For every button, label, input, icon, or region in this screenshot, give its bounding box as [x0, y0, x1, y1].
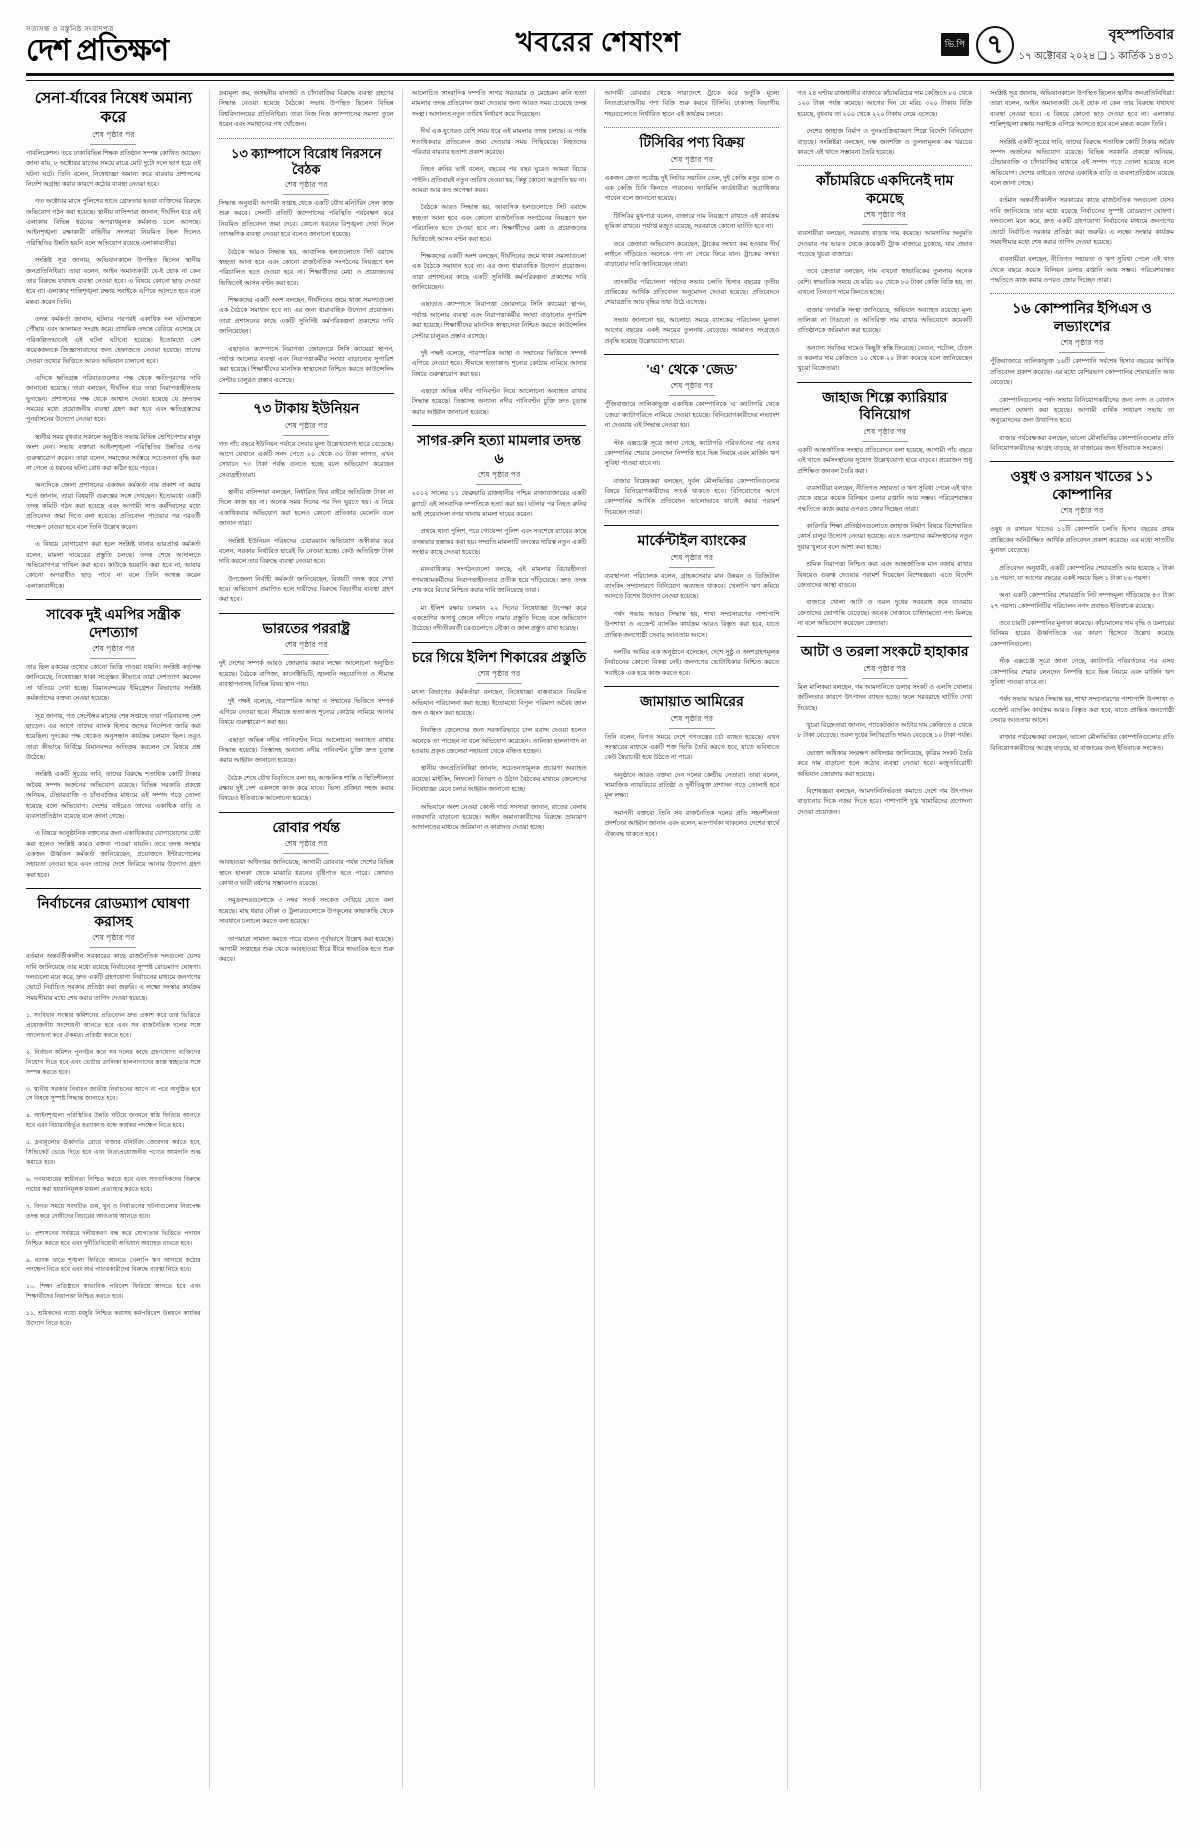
article-paragraph: ব্যাংকটির পরিচালনা পর্ষদের সভায় চলতি হিসাব বছরের তৃতীয় প্রান্তিকের আর্থিক প্রতিবেদন অনুমোদন দেওয়া হয়েছে। প্রতিবেদনে শেয়ারপ্রতি আয় বৃদ্ধির তথ্য উঠে এসেছে।: [604, 278, 780, 307]
list-item: ৬. গণমাধ্যমের স্বাধীনতা নিশ্চিত করতে হবে এবং সাংবাদিকদের বিরুদ্ধে দায়ের করা হয়রানিমূলক মামলা প্রত্যাহার করতে হবে।: [26, 1175, 201, 1193]
article-paragraph: অন্যদিকে জেলা প্রশাসনের একজন কর্মকর্তা নাম প্রকাশ না করার শর্তে জানান, তারা বিষয়টি গুরুত্বের সঙ্গে দেখছেন। ইতোমধ্যে একটি তদন্ত কমিটি গঠন করা হয়েছে এবং আগামী সাত কর্মদিবসের মধ্যে প্রতিবেদন জমা দিতে বলা হয়েছে। প্রতিবেদন পাওয়ার পর পরবর্তী পদক্ষেপ নেওয়া হবে বলে তিনি উল্লেখ করেন।: [26, 482, 201, 531]
article-paragraph: স্থানীয় সময় বুধবার সকালে অনুষ্ঠিত সভায় বিভিন্ন শ্রেণিপেশার মানুষ অংশ নেন। সভায় বক্তারা আইনশৃঙ্খলা পরিস্থিতির উন্নতির ওপর গুরুত্বারোপ করেন। তারা বলেন, সমাজের সর্বস্তরে সচেতনতা বৃদ্ধি করা না গেলে এ ধরনের ঘটনা রোধ করা কঠিন হয়ে পড়বে।: [26, 433, 201, 472]
article-paragraph: দুই পক্ষই বলেছে, পারস্পরিক আস্থা ও সম্মানের ভিত্তিতে সম্পর্ক এগিয়ে নেওয়া হবে। সীমান্তে হত্যাকাণ্ড শূন্যের কোঠায় নামিয়ে আনার বিষয়ে গুরুত্বারোপ করা হয়।: [411, 349, 587, 378]
article-separator: [604, 127, 779, 128]
list-item: ৩. স্থানীয় সরকার নির্বাচন জাতীয় নির্বাচনের আগে না পরে অনুষ্ঠিত হবে সে বিষয়ে সুস্পষ্ট সিদ্ধান্ত জানাতে হবে।: [26, 1085, 201, 1103]
dateline: [1014, 23, 1174, 66]
article-byline: শেষ পৃষ্ঠার পর: [604, 714, 779, 729]
article-paragraph: মা ইলিশ রক্ষায় চলমান ২২ দিনের নিষেধাজ্ঞা উপেক্ষা করে একশ্রেণির অসাধু জেলে নদীতে নামার প্রস্তুতি নিচ্ছে বলে অভিযোগ উঠেছে। নদীতীরবর্তী চরগুলোতে নৌকা ও জাল প্রস্তুত রাখা হয়েছে।: [411, 604, 587, 633]
article-headline: ১৩ ক্যাম্পাসে বিরোধ নিরসনে বৈঠক: [230, 145, 382, 177]
article-byline: শেষ পৃষ্ঠার পর: [604, 381, 779, 396]
article-paragraph: ব্যবস্থাপনা পরিচালক বলেন, গ্রাহকসেবার মান উন্নয়ন ও ডিজিটাল ব্যাংকিং সম্প্রসারণে বিনিয়োগ অব্যাহত থাকবে। খেলাপি ঋণ কমিয়ে আনতে বিশেষ উদ্যোগ নেওয়া হয়েছে।: [604, 572, 780, 601]
article-paragraph: সংশ্লিষ্ট ইউনিয়ন পরিষদের চেয়ারম্যান অভিযোগ অস্বীকার করে বলেন, সরকার নির্ধারিত হারেই ফি নেওয়া হচ্ছে। কেউ অতিরিক্ত টাকা দাবি করলে তার বিরুদ্ধে ব্যবস্থা নেওয়া হবে।: [218, 537, 394, 566]
article-byline: শেষ পৃষ্ঠার পর: [219, 640, 394, 655]
article-paragraph: দেশের জাহাজ নির্মাণ ও পুনঃপ্রক্রিয়াকরণ শিল্পে বিদেশি বিনিয়োগ বাড়ছে। সংশ্লিষ্টরা বলছেন, দক্ষ জনশক্তি ও তুলনামূলক কম খরচের কারণে এই খাতে সম্ভাবনা তৈরি হয়েছে।: [797, 128, 973, 156]
article-separator: [797, 165, 972, 166]
article-paragraph: তিনি বলেন, বিগত সময়ে দেশে গণতন্ত্রের চর্চা ব্যাহত হয়েছে। এখন সংস্কারের মাধ্যমে একটি শক্ত ভিত্তি তৈরি করতে হবে, যাতে ভবিষ্যতে কেউ স্বৈরাচারী হয়ে উঠতে না পারে।: [604, 733, 780, 762]
article-paragraph: দুই পক্ষই বলেছে, পারস্পরিক আস্থা ও সম্মানের ভিত্তিতে সম্পর্ক এগিয়ে নেওয়া হবে। সীমান্তে হত্যাকাণ্ড শূন্যের কোঠায় নামিয়ে আনার বিষয়ে গুরুত্বারোপ করা হয়।: [218, 698, 394, 727]
article-headline: চরে গিয়ে ইলিশ শিকারের প্রস্তুতি: [412, 650, 587, 666]
article-paragraph: ব্যবসায়ীরা বলছেন, সরবরাহ বাড়ায় দাম কমেছে। আমদানির অনুমতি দেওয়ার পর ভারত থেকে কয়েকটি ট্রাক বাজারে ঢুকেছে, যার প্রভাব পড়েছে খুচরা বাজারে।: [797, 230, 973, 258]
article-headline: ৭৩ টাকায় ইউনিয়ন: [253, 402, 360, 417]
article-paragraph: দীর্ঘ এক যুগেরও বেশি সময় ধরে এই মামলার তদন্ত চলছে। এ পর্যন্ত শতাধিকবার প্রতিবেদন জমা দেওয়ার সময় পিছিয়েছে। নিহতদের পরিবার বারবার হতাশা প্রকাশ করেছে।: [411, 128, 587, 156]
article-paragraph: ব্যবসায়ীরা বলছেন, নীতিগত সহায়তা ও ঋণ সুবিধা পেলে এই খাত থেকে বছরে কয়েক বিলিয়ন ডলার রপ্তানি আয় সম্ভব। পরিবেশবান্ধব পদ্ধতিতে কাজ করার ওপরও জোর দিচ্ছেন তারা।: [990, 256, 1174, 284]
article-paragraph: শ্রমিক নিরাপত্তা নিশ্চিত করা এবং আন্তর্জাতিক মান বজায় রাখার বিষয়েও গুরুত্ব দেওয়ার পরামর্শ দিয়েছেন বিশেষজ্ঞরা। এতে বিদেশি ক্রেতাদের আস্থা বাড়বে।: [797, 561, 973, 589]
article-paragraph: সংশ্লিষ্ট সূত্র জানায়, অভিযানকালে উপস্থিত ছিলেন স্থানীয় জনপ্রতিনিধিরা। তারা বলেন, আইন অমান্যকারী যে-ই হোক না কেন তার বিরুদ্ধে যথাযথ ব্যবস্থা নেওয়া হবে। এ বিষয়ে কোনো ছাড় দেওয়া হবে না। এলাকার শান্তিশৃঙ্খলা রক্ষায় সবাইকে এগিয়ে আসতে হবে বলে মন্তব্য করেন তিনি।: [990, 90, 1174, 129]
article-paragraph: গত ২৪ ঘণ্টায় রাজধানীর বাজারে কাঁচামরিচের দাম কেজিতে ৮০ থেকে ১২০ টাকা পর্যন্ত কমেছে। আগের দিন যে মরিচ ৩২০ টাকায় বিক্রি হয়েছে, বুধবার তা ২০০ থেকে ২২০ টাকায় নেমে এসেছে।: [797, 90, 973, 118]
article-paragraph: সমুদ্রবন্দরগুলোকে ৩ নম্বর সতর্ক সংকেত দেখিয়ে যেতে বলা হয়েছে। মাছ ধরার নৌকা ও ট্রলারগুলোকে উপকূলের কাছাকাছি থেকে সাবধানে চলাচল করতে বলা হয়েছে।: [218, 897, 394, 926]
article-paragraph: বাজার পর্যবেক্ষকরা বলছেন, ভালো মৌলভিত্তির কোম্পানিগুলোর প্রতি বিনিয়োগকারীদের আগ্রহ বাড়ছে, যা বাজারের জন্য ইতিবাচক সংকেত।: [990, 734, 1174, 752]
article-headline: রোবার পর্যন্ত: [272, 820, 341, 836]
column-3: [412, 89, 596, 1789]
article-paragraph: পর্ষদ সভায় আরও সিদ্ধান্ত হয়, শাখা সম্প্রসারণের পাশাপাশি উপশাখা ও এজেন্ট ব্যাংকিং কার্যক্রম আরও বিস্তৃত করা হবে, যাতে প্রান্তিক জনগোষ্ঠী সেবার আওতায় আসে।: [604, 610, 780, 639]
article-paragraph: খুচরা বিক্রেতারা জানান, প্যাকেটজাত আটার দাম কেজিতে ৫ থেকে ৮ টাকা বেড়েছে। তরল দুধের লিটারপ্রতি দামও বেড়েছে ১০ টাকা পর্যন্ত।: [797, 722, 973, 740]
masthead: [26, 22, 1174, 76]
article-paragraph: স্থানীয় বাসিন্দারা বলছেন, নির্ধারিত ফির বাইরে অতিরিক্ত টাকা না দিলে কাজ হয় না। অনেক সময় দিনের পর দিন ঘুরতে হয়। এ নিয়ে একাধিকবার অভিযোগ করা হলেও কোনো প্রতিকার মেলেনি বলে জানান তারা।: [218, 489, 394, 528]
article-paragraph: শিক্ষকদের একটি অংশ বলছেন, দীর্ঘদিনের জমে থাকা সমস্যাগুলো এক বৈঠকে সমাধান হবে না। এর জন্য ধারাবাহিক উদ্যোগ প্রয়োজন। তারা প্রশাসনের কাছে একটি সুনির্দিষ্ট কর্মপরিকল্পনা প্রকাশের দাবি জানিয়েছেন।: [218, 297, 394, 336]
article-paragraph: বাজার বিশ্লেষকরা বলছেন, দুর্বল মৌলভিত্তির কোম্পানিগুলোর বিষয়ে বিনিয়োগকারীদের সতর্ক থাকতে হবে। বিনিয়োগের আগে কোম্পানির আর্থিক প্রতিবেদন ভালোভাবে যাচাই করার পরামর্শ দিয়েছেন তারা।: [604, 477, 780, 516]
article-paragraph: তাপমাত্রা সামান্য কমতে পারে বলেও পূর্বাভাসে উল্লেখ করা হয়েছে। আগামী সপ্তাহের শুরু থেকে আবহাওয়া ধীরে ধীরে স্বাভাবিক হতে শুরু করবে।: [218, 935, 394, 964]
article-paragraph: বাজার পর্যবেক্ষকরা বলছেন, ভালো মৌলভিত্তির কোম্পানিগুলোর প্রতি বিনিয়োগকারীদের আগ্রহ বাড়ছে, যা বাজারের জন্য ইতিবাচক সংকেত।: [990, 434, 1174, 452]
article-paragraph: বৈঠক শেষে যৌথ বিবৃতিতে বলা হয়, আঞ্চলিক শান্তি ও স্থিতিশীলতা রক্ষায় দুই দেশ একসঙ্গে কাজ করে যাবে। ভিসা প্রক্রিয়া সহজ করার বিষয়েও ইতিবাচক আলোচনা হয়েছে।: [218, 774, 394, 803]
article-byline: শেষ পৃষ্ঠার পর: [604, 553, 779, 568]
article-paragraph: প্রতিবেদন অনুযায়ী, একটি কোম্পানির শেয়ারপ্রতি আয় হয়েছে ২ টাকা ১৪ পয়সা, যা আগের বছরের একই সময়ে ছিল ১ টাকা ৮৬ পয়সা।: [990, 564, 1174, 582]
article-paragraph: পুঁজিবাজারে তালিকাভুক্ত একাধিক কোম্পানিকে 'এ' ক্যাটাগরি থেকে 'জেড' ক্যাটাগরিতে নামিয়ে দেওয়া হয়েছে। বিনিয়োগকারীদের লভ্যাংশ না দেওয়ায় এই সিদ্ধান্ত নেওয়া হয়।: [604, 401, 780, 430]
article-headline: জাহাজ শিল্পে ক্যারিয়ার বিনিয়োগ: [822, 390, 948, 424]
article-byline: শেষ পৃষ্ঠার পর: [219, 839, 394, 854]
logo-title: দেশ প্রতিক্ষণ: [26, 34, 169, 67]
article-paragraph: বিশেষজ্ঞরা বলছেন, আমদানিনির্ভরতা কমাতে দেশে গম উৎপাদন বাড়ানোর দিকে নজর দিতে হবে। পাশাপাশি দুগ্ধ খামারিদের প্রণোদনা দেওয়া প্রয়োজন।: [797, 787, 973, 816]
article-headline: মার্কেন্টাইল ব্যাংকের: [637, 534, 747, 550]
article-separator: [26, 888, 201, 889]
column-1: [26, 89, 210, 1789]
article-paragraph: পর্ষদ সভায় আরও সিদ্ধান্ত হয়, শাখা সম্প্রসারণের পাশাপাশি উপশাখা ও এজেন্ট ব্যাংকিং কার্যক্রম আরও বিস্তৃত করা হবে, যাতে প্রান্তিক জনগোষ্ঠী সেবার আওতায় আসে।: [990, 696, 1174, 724]
article-paragraph: কারিগরি শিক্ষা প্রতিষ্ঠানগুলোতে জাহাজ নির্মাণ বিষয়ে বিশেষায়িত কোর্স চালুর উদ্যোগ নেওয়া হয়েছে। এতে তরুণদের কর্মসংস্থানের নতুন দুয়ার খুলবে বলে আশা করা হচ্ছে।: [797, 523, 973, 551]
article-paragraph: সভায় জানানো হয়, আলোচ্য সময়ে ব্যাংকের পরিচালন মুনাফা আগের বছরের একই সময়ের তুলনায় বেড়েছে। আমানত সংগ্রহেও প্রবৃদ্ধি হয়েছে উল্লেখযোগ্য হারে।: [604, 316, 780, 345]
list-item: ১০. শিক্ষা প্রতিষ্ঠানে স্বাভাবিক পরিবেশ ফিরিয়ে আনতে হবে এবং শিক্ষার্থীদের নিরাপত্তা নিশ্চিত করতে হবে।: [26, 1283, 201, 1301]
article-paragraph: একজন ক্রেতা সর্বোচ্চ দুই লিটার সয়াবিন তেল, দুই কেজি মসুর ডাল ও এক কেজি চিনি কিনতে পারবেন। ফ্যামিলি কার্ডধারীরা অগ্রাধিকার পাবেন বলে জানানো হয়েছে।: [604, 174, 780, 203]
article-paragraph: কোম্পানিগুলোর পর্ষদ সভায় বিনিয়োগকারীদের জন্য নগদ ও বোনাস লভ্যাংশ ঘোষণা করা হয়েছে। আগামী বার্ষিক সাধারণ সভায় তা অনুমোদনের জন্য উত্থাপিত হবে।: [990, 396, 1174, 425]
dateline-date: ১৭ অক্টোবর ২০২৪ ❑ ১ কার্তিক ১৪৩১: [1018, 51, 1174, 62]
article-paragraph: দলটির আমির এক অনুষ্ঠানে বলেছেন, দেশে সুষ্ঠু ও অংশগ্রহণমূলক নির্বাচনের কোনো বিকল্প নেই। জনগণের ভোটাধিকার নিশ্চিত করতে সবাইকে এক হয়ে কাজ করতে হবে।: [604, 648, 780, 677]
article-headline: ওষুধ ও রসায়ন খাতের ১১ কোম্পানির: [1010, 470, 1154, 503]
article-headline: 'এ' থেকে 'জেড': [645, 362, 738, 378]
article-headline: ভারতের পররাষ্ট্র: [262, 621, 350, 637]
article-byline: শেষ পৃষ্ঠার পর: [412, 470, 587, 485]
logo-tagline: সত্যসন্ধ ও বস্তুনিষ্ঠ সংবাদপত্র: [26, 25, 114, 33]
article-separator: [990, 293, 1174, 294]
article-headline: টিসিবির পণ্য বিক্রয়: [639, 136, 745, 152]
badge-label: ভি.পি: [941, 33, 969, 57]
list-item: ৭. বিগত সময়ে সংঘটিত গুম, খুন ও নির্যাতনের ঘটনাগুলোর নিরপেক্ষ তদন্ত করে দোষীদের বিচারের আওতায় আনতে হবে।: [26, 1202, 201, 1220]
article-separator: [604, 686, 779, 687]
page-badge: [941, 26, 1014, 64]
article-headline: সাবেক দুই এমপির সন্ত্রীক দেশত্যাগ: [46, 608, 181, 641]
article-headline: ১৬ কোম্পানির ইপিএস ও লভ্যাংশের: [1012, 302, 1152, 335]
dateline-day: বৃহস্পতিবার: [1108, 28, 1174, 43]
article-paragraph: এ বিষয়ে যোগাযোগ করা হলে সংশ্লিষ্ট থানার ভারপ্রাপ্ত কর্মকর্তা বলেন, মামলা দায়েরের প্রস্তুতি চলছে। তদন্ত শেষে আদালতে অভিযোগপত্র দাখিল করা হবে। কাউকে হয়রানি করা হবে না, আবার কোনো অপরাধীও ছাড় পাবে না বলে তিনি আশ্বস্ত করেন এলাকাবাসীকে।: [26, 541, 201, 590]
article-paragraph: এ বিষয়ে আনুষ্ঠানিক বক্তব্যের জন্য একাধিকবার যোগাযোগের চেষ্টা করা হলেও সংশ্লিষ্ট কারও বক্তব্য পাওয়া যায়নি। তবে তদন্ত সংস্থার একজন ঊর্ধ্বতন কর্মকর্তা জানিয়েছেন, প্রয়োজনে ইন্টারপোলের সহায়তা নেওয়া হবে এবং তাদের দেশে ফিরিয়ে আনার উদ্যোগ গ্রহণ করা হবে।: [26, 830, 201, 879]
article-separator: [604, 525, 779, 526]
article-paragraph: তার ছিল রকমের তথ্যের কোনো ভিত্তি পাওয়া যায়নি। সংশ্লিষ্ট কর্তৃপক্ষ জানিয়েছে, নিষেধাজ্ঞা থাকা সত্ত্বেও কীভাবে তারা দেশত্যাগ করলেন তা খতিয়ে দেখা হচ্ছে। বিমানবন্দরের ইমিগ্রেশন বিভাগের সংশ্লিষ্ট কর্মকর্তাদের বক্তব্য নেওয়া হয়েছে।: [26, 664, 201, 703]
article-paragraph: এছাড়া অভিন্ন নদীর পানিবণ্টন নিয়ে আলোচনা অব্যাহত রাখার সিদ্ধান্ত হয়েছে। তিস্তাসহ অন্যান্য নদীর পানিবণ্টন চুক্তি দ্রুত চূড়ান্ত করার আহ্বান জানানো হয়েছে।: [411, 388, 587, 416]
article-byline: শেষ পৃষ্ঠার পর: [797, 427, 972, 442]
article-byline: শেষ পৃষ্ঠার পর: [797, 210, 972, 225]
article-paragraph: এদিকে ক্ষতিগ্রস্ত পরিবারগুলোর পক্ষ থেকে ক্ষতিপূরণের দাবি জানানো হয়েছে। তারা বলছেন, দীর্ঘদিন ধরে তারা নিরাপত্তাহীনতায় ভুগছেন। প্রশাসনের পক্ষ থেকে আশ্বাস দেওয়া হয়েছে যে দ্রুততম সময়ের মধ্যে প্রয়োজনীয় ব্যবস্থা গ্রহণ করা হবে এবং ক্ষতিগ্রস্তদের পুনর্বাসনের উদ্যোগ নেওয়া হবে।: [26, 374, 201, 424]
article-byline: শেষ পৃষ্ঠার পর: [219, 180, 394, 195]
article-paragraph: এছাড়াও ক্যাম্পাসে নিরাপত্তা জোরদারে সিসি ক্যামেরা স্থাপন, পর্যাপ্ত আলোর ব্যবস্থা এবং নিরাপত্তাকর্মীর সংখ্যা বাড়ানোর সুপারিশ করা হয়েছে। শিক্ষার্থীদের মানসিক স্বাস্থ্যসেবা নিশ্চিত করতে কাউন্সেলিং সেন্টার চালুরও প্রস্তাব এসেছে।: [218, 345, 394, 384]
list-item: ৫. দ্রব্যমূল্যের ঊর্ধ্বগতি রোধে বাজার মনিটরিং জোরদার করতে হবে, সিন্ডিকেট ভেঙে দিতে হবে এবং নিত্যপ্রয়োজনীয় পণ্যের আমদানি শুল্ক কমাতে হবে।: [26, 1139, 201, 1167]
article-paragraph: সূত্র জানায়, গত সেপ্টেম্বর মাসের শেষ সপ্তাহে তারা পরিবারসহ দেশ ছাড়েন। এর আগে তাদের ব্যাংক হিসাব জব্দের নির্দেশনা জারি করা হয়েছিল। দুদকের পক্ষ থেকেও অনুসন্ধান কার্যক্রম চলমান ছিল। তবুও তারা কীভাবে নির্বিঘ্নে বিমানবন্দর অতিক্রম করলেন সে বিষয়ে প্রশ্ন উঠেছে।: [26, 712, 201, 761]
article-paragraph: নিবন্ধিত জেলেদের জন্য সরকারিভাবে চাল বরাদ্দ দেওয়া হলেও অনেকে তা পাচ্ছেন না বলে অভিযোগ করেছেন। তালিকা হালনাগাদ না হওয়ায় প্রকৃত জেলেরা সহায়তা থেকে বঞ্চিত হচ্ছেন।: [411, 727, 587, 755]
article-paragraph: মৎস্য বিভাগের কর্মকর্তারা বলছেন, নিষেধাজ্ঞা বাস্তবায়নে নিয়মিত অভিযান পরিচালনা করা হচ্ছে। ইতোমধ্যে বিপুল পরিমাণ অবৈধ জাল জব্দ ও ধ্বংস করা হয়েছে।: [411, 689, 587, 717]
article-paragraph: আলোচিত সাংবাদিক দম্পতি সাগর সরওয়ার ও মেহেরুন রুনি হত্যা মামলার তদন্ত প্রতিবেদন জমা দেওয়ার জন্য আরও সময় চেয়েছে তদন্ত সংস্থা। আদালত নতুন তারিখ নির্ধারণ করে দিয়েছেন।: [411, 90, 587, 118]
article-paragraph: তবে চারটি কোম্পানির মুনাফা কমেছে। কাঁচামালের দাম বৃদ্ধি ও ডলারের বিনিময় হারের ঊর্ধ্বগতিকে এর কারণ হিসেবে উল্লেখ করেছে কোম্পানিগুলো।: [990, 620, 1174, 648]
page-number: ৭: [976, 26, 1014, 64]
article-paragraph: আবহাওয়া অধিদপ্তর জানিয়েছে, আগামী রোববার পর্যন্ত দেশের বিভিন্ন স্থানে হালকা থেকে মাঝারি ধরনের বৃষ্টিপাত হতে পারে। কোথাও কোথাও ভারী বর্ষণের সম্ভাবনাও রয়েছে।: [218, 859, 394, 887]
article-paragraph: বৈঠকে আরও সিদ্ধান্ত হয়, আবাসিক হলগুলোতে সিট বরাদ্দে স্বচ্ছতা আনা হবে এবং কোনো রাজনৈতিক সংগঠনের নিয়ন্ত্রণে হল পরিচালিত হতে দেওয়া হবে না। শিক্ষার্থীদের মেধা ও প্রয়োজনের ভিত্তিতেই আসন বণ্টন করা হবে।: [411, 204, 587, 243]
article-paragraph: পুঁজিবাজারে তালিকাভুক্ত ১৬টি কোম্পানি সর্বশেষ হিসাব বছরের আর্থিক প্রতিবেদন প্রকাশ করেছে। এর মধ্যে বেশিরভাগ কোম্পানির শেয়ারপ্রতি আয় বেড়েছে।: [990, 358, 1174, 387]
article-paragraph: দুই দেশের সম্পর্ক আরও জোরদার করার লক্ষ্যে আলোচনা অনুষ্ঠিত হয়েছে। বৈঠকে বাণিজ্য, কানেক্টিভিটি, জ্বালানি সহযোগিতা ও সীমান্ত ব্যবস্থাপনাসহ বিভিন্ন বিষয় স্থান পায়।: [218, 660, 394, 688]
article-paragraph: ২০১২ সালের ১১ ফেব্রুয়ারি রাজধানীর পশ্চিম রাজাবাজারের একটি ফ্ল্যাটে এই সাংবাদিক দম্পতিকে হত্যা করা হয়। ঘটনার পর নিহত রুনির ভাই শেরেবাংলা নগর থানায় মামলা দায়ের করেন।: [411, 490, 587, 518]
article-separator: [219, 138, 394, 139]
article-paragraph: অন্য একটি কোম্পানির শেয়ারপ্রতি নিট সম্পদমূল্য দাঁড়িয়েছে ৪৩ টাকা ২৭ পয়সা। কোম্পানিটির পরিচালন নগদ প্রবাহও ইতিবাচক রয়েছে।: [990, 592, 1174, 610]
article-headline: নির্বাচনের রোডম্যাপ ঘোষণা করাসহ: [37, 897, 190, 930]
article-paragraph: সংশ্লিষ্ট একটি সূত্রের দাবি, তাদের বিরুদ্ধে শতাধিক কোটি টাকার অবৈধ সম্পদ অর্জনের অভিযোগ রয়েছে। বিভিন্ন সরকারি প্রকল্পে অনিয়ম, টেন্ডারবাজি ও চাঁদাবাজির মাধ্যমে এই সম্পদ গড়ে তোলা হয়েছে বলে অভিযোগ। দেশের বাইরেও তাদের একাধিক বাড়ি ও ব্যবসাপ্রতিষ্ঠান রয়েছে বলে জানা গেছে।: [990, 138, 1174, 187]
article-paragraph: অভিযানে অংশ নেওয়া কোস্ট গার্ড সদস্যরা জানান, রাতের বেলায় নজরদারি বাড়ানো হয়েছে। আইন অমান্যকারীদের বিরুদ্ধে ভ্রাম্যমাণ আদালতের মাধ্যমে জরিমানা ও কারাদণ্ড দেওয়া হচ্ছে।: [411, 803, 587, 832]
article-paragraph: সমাপনী বক্তব্যে তিনি সব রাজনৈতিক দলের প্রতি সহনশীলতা প্রদর্শনের আহ্বান জানান এবং বলেন, মতপার্থক্য থাকলেও দেশের স্বার্থে ঐক্যবদ্ধ থাকতে হবে।: [604, 809, 780, 838]
article-paragraph: বাজারে খোলা আটা ও তরল দুধের সরবরাহ কমে যাওয়ায় ক্রেতাদের ভোগান্তি বেড়েছে। অনেক দোকানে চাহিদামতো পণ্য মিলছে না বলে অভিযোগ করেছেন ক্রেতারা।: [797, 599, 973, 627]
article-byline: শেষ পৃষ্ঠার পর: [26, 644, 201, 659]
article-paragraph: স্টক এক্সচেঞ্জ সূত্রে জানা গেছে, ক্যাটাগরি পরিবর্তনের পর এসব কোম্পানির শেয়ার লেনদেন নিষ্পত্তি হবে ভিন্ন নিয়মে এবং মার্জিন ঋণ সুবিধা পাওয়া যাবে না।: [604, 439, 780, 468]
article-paragraph: বর্তমান অন্তর্বর্তীকালীন সরকারের কাছে রাজনৈতিক দলগুলো যেসব দাবি জানিয়েছে তার মধ্যে রয়েছে নির্বাচনের সুস্পষ্ট রোডম্যাপ ঘোষণা। দলগুলো মনে করে, দ্রুত একটি গ্রহণযোগ্য নির্বাচনের মাধ্যমে জনগণের ভোটে নির্বাচিত সরকার প্রতিষ্ঠা করা জরুরি। এ লক্ষ্যে সংস্কার কার্যক্রম সময়সীমার মধ্যে শেষ করার তাগিদ দেওয়া হয়েছে।: [990, 197, 1174, 246]
article-paragraph: একটি আন্তর্জাতিক সংস্থার প্রতিবেদনে বলা হয়েছে, আগামী পাঁচ বছরে এই খাতে কর্মসংস্থানের সুযোগ উল্লেখযোগ্য হারে বাড়বে। প্রয়োজন শুধু প্রশিক্ষিত জনবল তৈরি করা।: [797, 446, 973, 475]
article-paragraph: গত পাঁচ বছরে ইউনিয়ন পর্যায়ে সেবার মূল্য উল্লেখযোগ্য হারে বেড়েছে। আগে যেখানে একটি সনদ পেতে ২০ থেকে ৩০ টাকা লাগত, এখন সেখানে ৭৩ টাকা পর্যন্ত গুনতে হচ্ছে বলে অভিযোগ করেছেন সেবাগ্রহীতারা।: [218, 440, 394, 479]
article-separator: [412, 642, 587, 643]
article-byline: শেষ পৃষ্ঠার পর: [26, 130, 201, 145]
article-byline: শেষ পৃষ্ঠার পর: [797, 664, 972, 679]
column-6: [990, 89, 1174, 1789]
article-separator: [797, 382, 972, 383]
article-headline: সেনা-র্যাবের নিষেধ অমান্য করে: [34, 90, 193, 127]
header-rule: [26, 80, 1174, 81]
article-headline: কাঁচামরিচে একদিনেই দাম কমেছে: [816, 174, 954, 207]
list-item: ২. নির্বাচন কমিশন পুনর্গঠন করে সব দলের কাছে গ্রহণযোগ্য ব্যক্তিদের নিয়োগ দিতে হবে এবং ভোটার তালিকা হালনাগাদের কাজ স্বচ্ছতার সঙ্গে সম্পন্ন করতে হবে।: [26, 1048, 201, 1076]
article-separator: [219, 613, 394, 614]
article-separator: [219, 812, 394, 813]
article-paragraph: সংশ্লিষ্ট সূত্র জানায়, অভিযানকালে উপস্থিত ছিলেন স্থানীয় জনপ্রতিনিধিরা। তারা বলেন, আইন অমান্যকারী যে-ই হোক না কেন তার বিরুদ্ধে যথাযথ ব্যবস্থা নেওয়া হবে। এ বিষয়ে কোনো ছাড় দেওয়া হবে না। এলাকার শান্তিশৃঙ্খলা রক্ষায় সবাইকে এগিয়ে আসতে হবে বলে মন্তব্য করেন তিনি।: [26, 257, 201, 306]
newspaper-logo: [26, 23, 256, 66]
article-paragraph: তদন্ত কর্মকর্তা জানান, ঘটনার পরপরই একাধিক দল ঘটনাস্থলে পৌঁছায় এবং আলামত সংগ্রহ করে। প্রাথমিক তদন্তে বেরিয়ে এসেছে যে পরিকল্পিতভাবেই এই ঘটনা ঘটানো হয়েছে। ইতোমধ্যে বেশ কয়েকজনকে জিজ্ঞাসাবাদের জন্য হেফাজতে নেওয়া হয়েছে। তাদের দেওয়া তথ্যের ভিত্তিতে আরও অভিযান চালানো হবে।: [26, 316, 201, 365]
article-headline: সাগর-রুনি হত্যা মামলার তদন্ত ৬: [417, 434, 581, 467]
article-paragraph: অনুষ্ঠানে আরও বক্তব্য দেন দলের কেন্দ্রীয় নেতারা। তারা বলেন, সামাজিক ন্যায়বিচার প্রতিষ্ঠা ও দুর্নীতিমুক্ত প্রশাসন গড়ে তোলাই হবে মূল লক্ষ্য।: [604, 771, 780, 800]
article-byline: শেষ পৃষ্ঠার পর: [990, 338, 1174, 353]
article-paragraph: সংশ্লিষ্ট একটি সূত্রের দাবি, তাদের বিরুদ্ধে শতাধিক কোটি টাকার অবৈধ সম্পদ অর্জনের অভিযোগ রয়েছে। বিভিন্ন সরকারি প্রকল্পে অনিয়ম, টেন্ডারবাজি ও চাঁদাবাজির মাধ্যমে এই সম্পদ গড়ে তোলা হয়েছে বলে অভিযোগ। দেশের বাইরেও তাদের একাধিক বাড়ি ও ব্যবসাপ্রতিষ্ঠান রয়েছে বলে জানা গেছে।: [26, 771, 201, 820]
article-paragraph: ভোক্তা অধিকার সংরক্ষণ অধিদপ্তর জানিয়েছে, কৃত্রিম সংকট তৈরি করে দাম বাড়ানো হলে কঠোর ব্যবস্থা নেওয়া হবে। মজুতবিরোধী অভিযান জোরদার করা হয়েছে।: [797, 749, 973, 778]
article-paragraph: উপজেলা নির্বাহী কর্মকর্তা জানিয়েছেন, বিষয়টি তদন্ত করে দেখা হবে। অভিযোগ প্রমাণিত হলে দায়ীদের বিরুদ্ধে বিভাগীয় ব্যবস্থা গ্রহণ করা হবে।: [218, 575, 394, 604]
article-paragraph: স্থানীয় জনপ্রতিনিধিরা জানান, সচেতনতামূলক প্রচারণা অব্যাহত রয়েছে। মাইকিং, লিফলেট বিতরণ ও উঠান বৈঠকের মাধ্যমে জেলেদের নিষেধাজ্ঞা মেনে চলার আহ্বান জানানো হচ্ছে।: [411, 765, 587, 794]
article-paragraph: বৈঠকে আরও সিদ্ধান্ত হয়, আবাসিক হলগুলোতে সিট বরাদ্দে স্বচ্ছতা আনা হবে এবং কোনো রাজনৈতিক সংগঠনের নিয়ন্ত্রণে হল পরিচালিত হতে দেওয়া হবে না। শিক্ষার্থীদের মেধা ও প্রয়োজনের ভিত্তিতেই আসন বণ্টন করা হবে।: [218, 248, 394, 287]
article-paragraph: নিহত রুনির ভাই বলেন, বছরের পর বছর ঘুরেও আমরা বিচার পাইনি। প্রতিবারই নতুন তারিখ দেওয়া হয়, কিন্তু কোনো অগ্রগতি হয় না। আমরা আর কত অপেক্ষা করব।: [411, 166, 587, 194]
article-paragraph: পাবলিকেশন। তবে ঢাকাবিভিন্ন শিক্ষক প্রতিষ্ঠান সম্পন্ন কোথিত আছেন। জানা যায়, ৮ অক্টোবর রাতের সময়ে রাত্রে মোট দুটো দলে ভাগ হয়ে ওই ঘটনা ঘটে। তিনি বলেন, নিষেধাজ্ঞা অমান্য করে বারবার প্রশাসনের নির্দেশ অগ্রাহ্য করার কারণে কঠোর ব্যবস্থা নেওয়া হবে।: [26, 149, 201, 188]
article-paragraph: অন্যান্য সবজির দামেও কিছুটা স্বস্তি ফিরেছে। বেগুন, পটোল, ঢেঁড়স ও করলার দাম কেজিতে ১০ থেকে ২০ টাকা কমেছে বলে জানিয়েছেন খুচরা বিক্রেতারা।: [797, 344, 973, 373]
article-separator: [26, 599, 201, 600]
article-paragraph: প্রথমে থানা পুলিশ, পরে গোয়েন্দা পুলিশ এবং সবশেষে র‍্যাবের কাছে তদন্তভার হস্তান্তর করা হয়। সম্প্রতি মামলাটি তদন্তের দায়িত্ব নতুন একটি সংস্থার কাছে দেওয়া হয়েছে।: [411, 528, 587, 556]
article-paragraph: বাজার তদারকি সংস্থা জানিয়েছে, অভিযান অব্যাহত রয়েছে। মূল্য তালিকা না টাঙানো ও অতিরিক্ত দাম রাখার অভিযোগে কয়েকটি প্রতিষ্ঠানকে জরিমানা করা হয়েছে।: [797, 306, 973, 335]
list-item: ৪. আইনশৃঙ্খলা পরিস্থিতির উন্নতি ঘটিয়ে জনমনে স্বস্তি ফিরিয়ে আনতে হবে এবং বিচারবহির্ভূত হত্যাকাণ্ড বন্ধে কার্যকর পদক্ষেপ নিতে হবে।: [26, 1112, 201, 1130]
article-paragraph: বর্তমান অন্তর্বর্তীকালীন সরকারের কাছে রাজনৈতিক দলগুলো যেসব দাবি জানিয়েছে তার মধ্যে রয়েছে নির্বাচনের সুস্পষ্ট রোডম্যাপ ঘোষণা। দলগুলো মনে করে, দ্রুত একটি গ্রহণযোগ্য নির্বাচনের মাধ্যমে জনগণের ভোটে নির্বাচিত সরকার প্রতিষ্ঠা করা জরুরি। এ লক্ষ্যে সংস্কার কার্যক্রম সময়সীমার মধ্যে শেষ করার তাগিদ দেওয়া হয়েছে।: [26, 953, 201, 1002]
list-item: ৯. ব্যাংক খাতে শৃঙ্খলা ফিরিয়ে আনতে খেলাপি ঋণ আদায়ে কঠোর পদক্ষেপ নিতে হবে এবং অর্থ পাচারকারীদের বিরুদ্ধে ব্যবস্থা নিতে হবে।: [26, 1256, 201, 1274]
list-item: ১. সংবিধান সংস্কার কমিশনের প্রতিবেদন দ্রুত প্রকাশ করে তার ভিত্তিতে প্রয়োজনীয় সংশোধনী আনতে হবে এবং সব রাজনৈতিক দলের সঙ্গে আলোচনা করে ঐকমত্য প্রতিষ্ঠা করতে হবে।: [26, 1012, 201, 1039]
article-paragraph: তবে ক্রেতারা অভিযোগ করেছেন, ট্রাকের সংখ্যা কম হওয়ায় দীর্ঘ লাইনে দাঁড়িয়েও অনেকে পণ্য না পেয়ে ফিরে যান। ট্রাকের সংখ্যা বাড়ানোর দাবি জানিয়েছেন তারা।: [604, 240, 780, 269]
list-item: ১১. শ্রমিকদের ন্যায্য মজুরি নিশ্চিত করাসহ কর্মপরিবেশ উন্নয়নে কার্যকর উদ্যোগ নিতে হবে।: [26, 1310, 201, 1328]
article-headline: আটা ও তরলা সংকটে হাহাকার: [800, 645, 969, 661]
article-paragraph: সিদ্ধান্ত অনুযায়ী আগামী সপ্তাহ থেকে একটি যৌথ মনিটরিং সেল কাজ শুরু করবে। সেলটি প্রতিটি ক্যাম্পাসের পরিস্থিতি পর্যবেক্ষণ করে নিয়মিত প্রতিবেদন জমা দেবে। কোনো ধরনের বিশৃঙ্খলা দেখা দিলে তাৎক্ষণিক ব্যবস্থা নেওয়া হবে বলেও জানানো হয়েছে।: [218, 200, 394, 239]
article-paragraph: আগামী রোববার থেকে সারাদেশে ট্রাকে করে ভর্তুকি মূল্যে নিত্যপ্রয়োজনীয় পণ্য বিক্রি শুরু করবে টিসিবি। ঢাকাসহ বিভাগীয় শহরগুলোতে নির্ধারিত স্থানে এই কার্যক্রম চলবে।: [604, 90, 780, 118]
article-byline: শেষ পৃষ্ঠার পর: [26, 933, 201, 948]
article-paragraph: টিসিবির মুখপাত্র বলেন, বাজারে দাম নিয়ন্ত্রণে রাখতে এই কার্যক্রম ভূমিকা রাখবে। পর্যাপ্ত মজুত রয়েছে, সরবরাহে কোনো ঘাটতি হবে না।: [604, 212, 780, 231]
article-paragraph: ব্যবসায়ীরা বলছেন, নীতিগত সহায়তা ও ঋণ সুবিধা পেলে এই খাত থেকে বছরে কয়েক বিলিয়ন ডলার রপ্তানি আয় সম্ভব। পরিবেশবান্ধব পদ্ধতিতে কাজ করার ওপরও জোর দিচ্ছেন তারা।: [797, 484, 973, 513]
article-separator: [604, 354, 779, 355]
column-2: [219, 89, 403, 1789]
article-paragraph: মিল মালিকরা বলছেন, গম আমদানিতে ডলার সংকট ও এলসি খোলার জটিলতার কারণে উৎপাদন ব্যাহত হচ্ছে। ফলে সরবরাহে ঘাটতি দেখা দিয়েছে।: [797, 683, 973, 712]
article-separator: [219, 393, 394, 394]
article-paragraph: শিক্ষকদের একটি অংশ বলছেন, দীর্ঘদিনের জমে থাকা সমস্যাগুলো এক বৈঠকে সমাধান হবে না। এর জন্য ধারাবাহিক উদ্যোগ প্রয়োজন। তারা প্রশাসনের কাছে একটি সুনির্দিষ্ট কর্মপরিকল্পনা প্রকাশের দাবি জানিয়েছেন।: [411, 252, 587, 291]
article-paragraph: ওষুধ ও রসায়ন খাতের ১১টি কোম্পানি চলতি হিসাব বছরের প্রথম প্রান্তিকের অনিরীক্ষিত আর্থিক প্রতিবেদন প্রকাশ করেছে। এর মধ্যে সাতটির মুনাফা বেড়েছে।: [990, 526, 1174, 555]
article-paragraph: দ্রব্যমূল্য কম, অসহনীয় যানজট ও চাঁদাবাজির বিরুদ্ধে ব্যবস্থা গ্রহণের সিদ্ধান্ত নেওয়া হয়েছে বৈঠকে। সভায় উপস্থিত ছিলেন বিভিন্ন বিশ্ববিদ্যালয়ের প্রতিনিধিরা। তারা নিজ নিজ ক্যাম্পাসের সমস্যা তুলে ধরেন এবং সমাধানের পথ খোঁজেন।: [218, 90, 394, 129]
article-paragraph: এছাড়া অভিন্ন নদীর পানিবণ্টন নিয়ে আলোচনা অব্যাহত রাখার সিদ্ধান্ত হয়েছে। তিস্তাসহ অন্যান্য নদীর পানিবণ্টন চুক্তি দ্রুত চূড়ান্ত করার আহ্বান জানানো হয়েছে।: [218, 736, 394, 765]
column-5: [797, 89, 981, 1789]
article-headline: জামায়াত আমিরের: [639, 695, 744, 710]
article-paragraph: স্টক এক্সচেঞ্জ সূত্রে জানা গেছে, ক্যাটাগরি পরিবর্তনের পর এসব কোম্পানির শেয়ার লেনদেন নিষ্পত্তি হবে ভিন্ন নিয়মে এবং মার্জিন ঋণ সুবিধা পাওয়া যাবে না।: [990, 658, 1174, 686]
article-paragraph: গত অক্টোবর মাসে পুলিশের হাতে গ্রেফতার হওয়া ব্যক্তিদের বিরুদ্ধে অভিযোগ গঠন করা হয়েছে। স্থানীয় বাসিন্দারা জানান, দীর্ঘদিন ধরে এই এলাকায় বিভিন্ন ধরনের অপরাধমূলক কর্মকাণ্ড চলে আসছে। আইনশৃঙ্খলা রক্ষাকারী বাহিনীর সদস্যরা নিয়মিত টহল দিলেও পরিস্থিতির উন্নতি হয়নি বলে অভিযোগ রয়েছে এলাকাবাসীর।: [26, 198, 201, 247]
article-paragraph: মানবাধিকার সংগঠনগুলো বলছে, এই মামলার বিচারহীনতা গণমাধ্যমকর্মীদের নিরাপত্তাহীনতার প্রতীক হয়ে দাঁড়িয়েছে। দ্রুত তদন্ত শেষ করে বিচার নিশ্চিত করার দাবি জানিয়েছে তারা।: [411, 566, 587, 595]
list-item: ৮. প্রশাসনের সর্বস্তরে দলীয়করণ বন্ধ করে যোগ্যতার ভিত্তিতে পদায়ন নিশ্চিত করতে হবে এবং দুর্নীতিবিরোধী অভিযান অব্যাহত রাখতে হবে।: [26, 1229, 201, 1247]
article-byline: শেষ পৃষ্ঠার পর: [219, 421, 394, 436]
column-4: [604, 89, 788, 1789]
article-byline: শেষ পৃষ্ঠার পর: [412, 669, 587, 684]
article-paragraph: তবে ক্রেতারা বলছেন, দাম এখনো স্বাভাবিকের তুলনায় অনেক বেশি। স্বাভাবিক সময়ে যে মরিচ ৬০ থেকে ৮০ টাকা কেজি বিক্রি হয়, তা এখনো তিনগুণ দামে কিনতে হচ্ছে।: [797, 268, 973, 297]
page-title: খবরের শেষাংশ: [515, 27, 682, 57]
article-byline: শেষ পৃষ্ঠার পর: [990, 506, 1174, 521]
article-separator: [797, 636, 972, 637]
article-separator: [412, 425, 587, 426]
article-byline: শেষ পৃষ্ঠার পর: [604, 155, 779, 170]
article-paragraph: এছাড়াও ক্যাম্পাসে নিরাপত্তা জোরদারে সিসি ক্যামেরা স্থাপন, পর্যাপ্ত আলোর ব্যবস্থা এবং নিরাপত্তাকর্মীর সংখ্যা বাড়ানোর সুপারিশ করা হয়েছে। শিক্ষার্থীদের মানসিক স্বাস্থ্যসেবা নিশ্চিত করতে কাউন্সেলিং সেন্টার চালুরও প্রস্তাব এসেছে।: [411, 301, 587, 340]
column-grid: [26, 89, 1174, 1789]
article-separator: [990, 461, 1174, 462]
